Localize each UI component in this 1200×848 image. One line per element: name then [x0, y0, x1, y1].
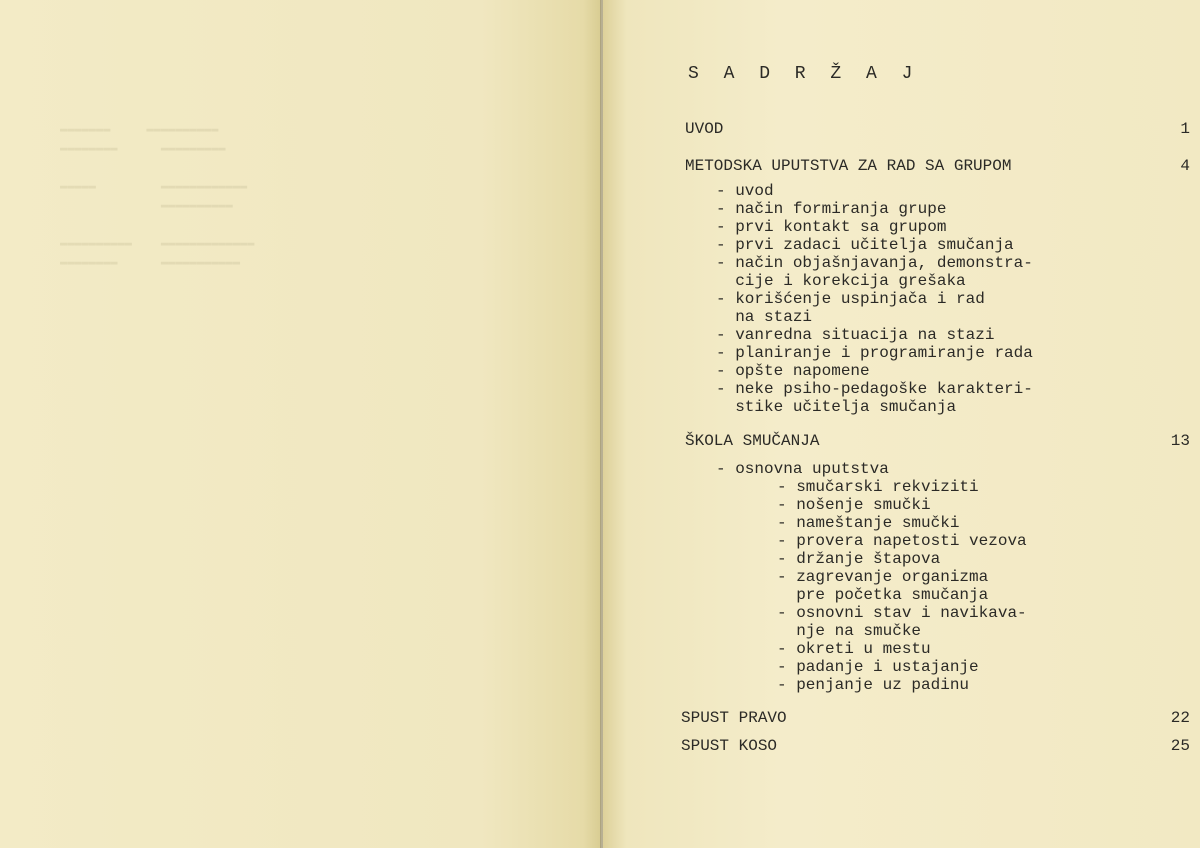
list-item: cije i korekcija grešaka — [716, 272, 966, 290]
toc-entry-spust-pravo — [681, 709, 1190, 731]
list-item: - planiranje i programiranje rada — [716, 344, 1033, 362]
list-item: - prvi kontakt sa grupom — [716, 218, 947, 236]
list-item: - neke psiho-pedagoške karakteri- — [716, 380, 1033, 398]
toc-page-number: 25 — [1170, 737, 1190, 755]
list-item: - okreti u mestu — [777, 640, 931, 658]
list-item: - padanje i ustajanje — [777, 658, 979, 676]
toc-entry-label: ŠKOLA SMUČANJA — [685, 432, 820, 450]
metodska-sublist — [716, 182, 1033, 416]
list-item: - zagrevanje organizma — [777, 568, 989, 586]
list-item: - nameštanje smučki — [777, 514, 960, 532]
list-item: - prvi zadaci učitelja smučanja — [716, 236, 1014, 254]
toc-page-number: 13 — [1170, 432, 1190, 450]
toc-entry-label: UVOD — [685, 120, 724, 138]
list-item: - osnovni stav i navikava- — [777, 604, 1027, 622]
toc-entry-uvod — [685, 120, 1190, 142]
toc-heading: S A D R Ž A J — [688, 64, 920, 84]
skola-intro — [716, 460, 889, 478]
list-item: - način formiranja grupe — [716, 200, 947, 218]
toc-entry-spust-koso — [681, 737, 1190, 759]
toc-entry-label: METODSKA UPUTSTVA ZA RAD SA GRUPOM — [685, 157, 1012, 175]
list-item: - držanje štapova — [777, 550, 941, 568]
toc-entry-label: SPUST PRAVO — [681, 709, 787, 727]
list-item: nje na smučke — [777, 622, 922, 640]
toc-page-number: 22 — [1170, 709, 1190, 727]
list-item: pre početka smučanja — [777, 586, 989, 604]
list-item: - provera napetosti vezova — [777, 532, 1027, 550]
toc-page-number: 4 — [1180, 157, 1190, 175]
list-item: - korišćenje uspinjača i rad — [716, 290, 985, 308]
list-item: - smučarski rekviziti — [777, 478, 979, 496]
list-item: - uvod — [716, 182, 774, 200]
table-of-contents — [603, 0, 1200, 848]
toc-entry-skola — [685, 432, 1190, 454]
list-item: - način objašnjavanja, demonstra- — [716, 254, 1033, 272]
toc-page-number: 1 — [1180, 120, 1190, 138]
list-item: - nošenje smučki — [777, 496, 931, 514]
list-item: - opšte napomene — [716, 362, 870, 380]
list-item: - osnovna uputstva — [716, 460, 889, 478]
bleed-through-texture: ▬▬▬▬▬▬▬ ▬▬▬▬▬▬▬▬▬▬ ▬▬▬▬▬▬▬▬ ▬▬▬▬▬▬▬▬▬ ▬▬▬▬▬ ▬▬▬▬▬▬▬▬▬▬▬▬ ▬▬▬▬▬▬▬▬▬▬ ▬▬▬▬▬▬▬▬▬▬ ▬▬▬▬▬▬▬▬▬▬▬▬▬ ▬▬▬▬▬▬▬▬ ▬▬▬▬▬▬▬▬▬▬▬ — [60, 122, 255, 269]
list-item: - penjanje uz padinu — [777, 676, 970, 694]
toc-entry-metodska — [685, 157, 1190, 179]
list-item: - vanredna situacija na stazi — [716, 326, 995, 344]
skola-sublist — [777, 478, 1027, 694]
list-item: stike učitelja smučanja — [716, 398, 957, 416]
right-page — [603, 0, 1200, 848]
toc-entry-label: SPUST KOSO — [681, 737, 778, 755]
list-item: na stazi — [716, 308, 813, 326]
